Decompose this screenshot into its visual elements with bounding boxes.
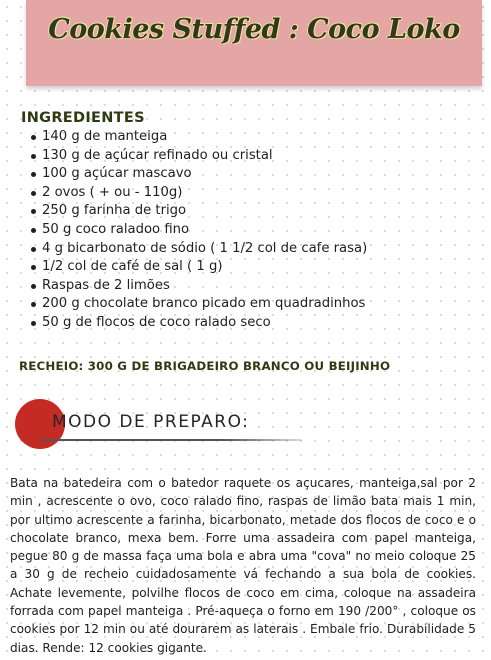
ingredient-item: 50 g de flocos de coco ralado seco — [31, 314, 481, 333]
ingredient-item: Raspas de 2 limões — [31, 277, 481, 296]
ingredient-item: 100 g açúcar mascavo — [31, 165, 481, 184]
ingredient-item: 250 g farinha de trigo — [31, 202, 481, 221]
preparation-heading: MODO DE PREPARO: — [52, 412, 250, 432]
ingredient-item: 50 g coco raladoo fino — [31, 221, 481, 240]
title-banner — [26, 0, 482, 86]
ingredients-list — [21, 128, 481, 333]
ingredient-item: 1/2 col de café de sal ( 1 g) — [31, 258, 481, 277]
ingredient-item: 4 g bicarbonato de sódio ( 1 1/2 col de cafe rasa) — [31, 240, 481, 259]
ingredients-section — [21, 110, 481, 333]
ingredient-item: 140 g de manteiga — [31, 128, 481, 147]
heading-underline — [40, 439, 302, 441]
ingredients-heading: INGREDIENTES — [21, 110, 145, 126]
recipe-title: Cookies Stuffed : Coco Loko — [48, 14, 460, 45]
ingredient-item: 130 g de açúcar refinado ou cristal — [31, 147, 481, 166]
preparation-text: Bata na batedeira com o batedor raquete os açucares, manteiga,sal por 2 min , acrescente o ovo, coco ralado fino, raspas de limão bata mais 1 min, por ultimo acrescente a farinha, bicarbonato, metade dos flocos de coco e o chocolate branco, mexa bem. Forre uma assadeira com papel manteiga, pegue 80 g de massa faça uma bola e abra uma "cova" no meio coloque 25 a 30 g de recheio cuidadosamente vá fechando a sua bola de cookies. Achate levemente, polvilhe flocos de coco em cima, coloque na assadeira forrada com papel manteiga . Pré-aqueça o forno em 190 /200° , coloque os cookies por 12 min ou até dourarem as laterais . Embale frio. Durabilidade 5 dias. Rende: 12 cookies gigante. — [10, 476, 476, 655]
ingredient-item: 200 g chocolate branco picado em quadradinhos — [31, 295, 481, 314]
filling-line: RECHEIO: 300 G DE BRIGADEIRO BRANCO OU BEIJINHO — [19, 359, 391, 373]
ingredient-item: 2 ovos ( + ou - 110g) — [31, 184, 481, 203]
